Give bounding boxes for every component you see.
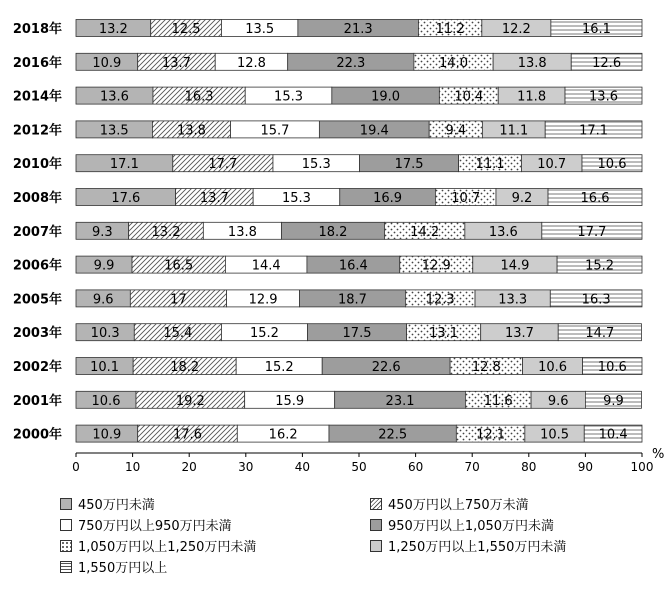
data-label: 12.1	[476, 427, 506, 443]
legend-item	[60, 536, 256, 555]
data-label: 13.2	[98, 22, 128, 37]
category-label: 2006年	[12, 258, 62, 274]
data-label: 12.5	[171, 22, 201, 37]
data-label: 13.8	[176, 123, 206, 139]
category-label: 2000年	[12, 427, 62, 443]
data-label: 10.6	[538, 360, 568, 375]
x-tick-label: 20	[181, 460, 197, 474]
data-label: 14.9	[500, 258, 530, 274]
legend-item	[370, 494, 529, 513]
data-label: 13.8	[227, 224, 257, 240]
data-label: 16.4	[338, 258, 368, 274]
data-label: 11.2	[435, 22, 465, 37]
data-label: 9.3	[91, 224, 113, 240]
data-label: 12.6	[592, 55, 622, 71]
data-label: 15.2	[585, 258, 615, 274]
legend-swatch	[370, 519, 382, 531]
data-label: 10.9	[92, 427, 122, 443]
data-label: 12.8	[471, 360, 501, 375]
data-label: 10.4	[598, 427, 628, 443]
data-label: 13.7	[199, 191, 229, 206]
data-label: 15.4	[163, 326, 193, 342]
legend-swatch	[60, 498, 72, 510]
data-label: 15.9	[275, 393, 305, 409]
data-label: 17.6	[111, 191, 141, 206]
category-label: 2001年	[12, 393, 62, 409]
data-label: 15.2	[264, 360, 294, 375]
data-label: 23.1	[385, 393, 415, 409]
data-label: 13.5	[245, 22, 275, 37]
data-label: 14.0	[439, 55, 468, 71]
x-tick-label: 30	[238, 460, 254, 474]
legend-label: 950万円以上1,050万円未満	[388, 519, 555, 534]
data-label: 15.7	[260, 123, 290, 139]
x-tick-label: 70	[464, 460, 480, 474]
x-tick-label: 90	[577, 460, 594, 474]
data-label: 15.3	[274, 89, 304, 105]
data-label: 9.9	[603, 393, 624, 409]
category-label: 2010年	[12, 157, 62, 173]
data-label: 22.6	[371, 360, 401, 375]
data-label: 13.8	[517, 55, 547, 71]
data-label: 16.3	[184, 89, 214, 105]
data-label: 14.7	[585, 326, 615, 342]
data-label: 10.6	[597, 360, 627, 375]
data-label: 17.7	[577, 224, 607, 240]
data-label: 9.6	[92, 292, 114, 308]
x-tick-label: 60	[407, 460, 424, 474]
x-tick-label: 10	[124, 460, 141, 474]
data-label: 13.6	[488, 224, 518, 240]
data-label: 11.1	[475, 157, 505, 173]
category-label: 2005年	[12, 292, 62, 308]
data-label: 19.4	[359, 123, 389, 139]
data-label: 15.2	[250, 326, 279, 342]
category-label: 2012年	[12, 123, 62, 139]
data-label: 16.9	[373, 191, 403, 206]
data-label: 11.8	[517, 89, 547, 105]
category-label: 2014年	[12, 89, 62, 105]
data-label: 9.4	[445, 123, 467, 139]
data-label: 10.5	[540, 427, 570, 443]
data-label: 10.6	[91, 393, 121, 409]
data-label: 17.7	[208, 157, 238, 173]
data-label: 12.9	[421, 258, 451, 274]
data-label: 9.6	[547, 393, 569, 409]
data-label: 16.1	[581, 22, 611, 37]
data-label: 10.3	[90, 326, 120, 342]
legend-label: 450万円以上750万未満	[388, 498, 529, 513]
legend-item	[370, 515, 554, 534]
data-label: 13.7	[504, 326, 534, 342]
legend-label: 750万円以上950万円未満	[78, 519, 232, 534]
data-label: 14.2	[410, 224, 440, 240]
data-label: 13.6	[589, 89, 618, 105]
data-label: 9.9	[93, 258, 115, 274]
data-label: 13.3	[498, 292, 528, 308]
data-label: 14.4	[251, 258, 281, 274]
data-label: 13.7	[161, 55, 191, 71]
x-tick-label: 50	[351, 460, 367, 474]
data-label: 13.6	[100, 89, 129, 105]
data-label: 16.5	[164, 258, 194, 274]
x-tick-label: 0	[72, 460, 80, 474]
category-label: 2008年	[12, 191, 62, 206]
data-label: 10.7	[537, 157, 567, 173]
x-axis-unit: %	[652, 447, 665, 462]
data-label: 10.4	[454, 89, 484, 105]
data-label: 17.5	[394, 157, 424, 173]
data-label: 17.1	[579, 123, 609, 139]
legend-item	[370, 536, 566, 555]
data-label: 18.2	[318, 224, 348, 240]
data-label: 9.2	[511, 191, 533, 206]
legend-swatch	[370, 540, 382, 552]
legend-label: 1,550万円以上	[78, 561, 168, 576]
data-label: 16.6	[580, 191, 610, 206]
legend-swatch	[60, 519, 72, 531]
x-tick-label: 40	[294, 460, 311, 474]
data-label: 19.0	[371, 89, 401, 105]
legend-swatch	[370, 498, 382, 510]
data-label: 10.7	[451, 191, 481, 206]
data-label: 15.3	[281, 191, 311, 206]
data-label: 17	[170, 292, 187, 308]
data-label: 11.1	[499, 123, 529, 139]
data-label: 10.9	[92, 55, 122, 71]
data-label: 19.2	[175, 393, 205, 409]
legend-swatch	[60, 561, 72, 573]
legend-label: 450万円未満	[78, 498, 155, 513]
data-label: 13.2	[151, 224, 181, 240]
data-label: 18.2	[170, 360, 200, 375]
data-label: 13.1	[429, 326, 459, 342]
data-label: 15.3	[301, 157, 331, 173]
data-label: 17.5	[342, 326, 372, 342]
legend-swatch	[60, 540, 72, 552]
data-label: 16.3	[581, 292, 611, 308]
data-label: 10.1	[90, 360, 120, 375]
category-label: 2002年	[12, 360, 62, 375]
data-label: 17.6	[173, 427, 202, 443]
legend-item	[60, 557, 167, 576]
legend-label: 1,250万円以上1,550万円未満	[388, 540, 567, 555]
data-label: 22.3	[336, 55, 366, 71]
category-label: 2003年	[12, 326, 62, 342]
legend-item	[60, 494, 155, 513]
data-label: 12.2	[501, 22, 531, 37]
legend-label: 1,050万円以上1,250万円未満	[78, 540, 257, 555]
data-label: 18.7	[338, 292, 367, 308]
x-tick-label: 100	[630, 460, 654, 474]
category-label: 2018年	[12, 22, 62, 37]
data-label: 12.8	[236, 55, 266, 71]
data-label: 17.1	[109, 157, 139, 173]
data-label: 10.6	[597, 157, 627, 173]
data-label: 12.3	[425, 292, 455, 308]
data-label: 12.9	[248, 292, 278, 308]
data-label: 22.5	[378, 427, 408, 443]
data-label: 16.2	[268, 427, 298, 443]
category-label: 2016年	[12, 55, 62, 71]
data-label: 21.3	[343, 22, 373, 37]
data-label: 11.6	[483, 393, 513, 409]
x-tick-label: 80	[521, 460, 537, 474]
legend-item	[60, 515, 232, 534]
data-label: 13.5	[99, 123, 129, 139]
category-label: 2007年	[12, 224, 62, 240]
